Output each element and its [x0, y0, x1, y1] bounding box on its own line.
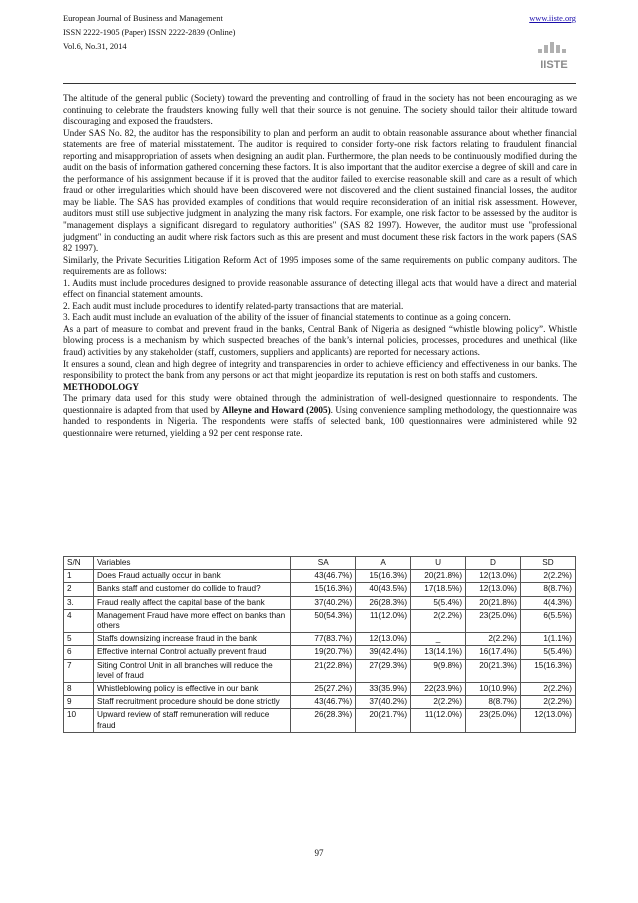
cell-d: 20(21.8%): [466, 596, 521, 609]
cell-a: 26(28.3%): [356, 596, 411, 609]
cell-sa: 43(46.7%): [291, 570, 356, 583]
cell-u: 5(5.4%): [411, 596, 466, 609]
journal-volume: Vol.6, No.31, 2014: [63, 42, 127, 51]
cell-sa: 37(40.2%): [291, 596, 356, 609]
survey-results-table: [63, 556, 576, 733]
journal-issn: ISSN 2222-1905 (Paper) ISSN 2222-2839 (Online): [63, 28, 236, 37]
cell-variable: Whistleblowing policy is effective in our bank: [93, 683, 290, 696]
table-row: [64, 583, 576, 596]
col-header-sn: S/N: [64, 557, 94, 570]
cell-sd: 8(8.7%): [520, 583, 575, 596]
cell-a: 39(42.4%): [356, 646, 411, 659]
cell-d: 2(2.2%): [466, 633, 521, 646]
cell-u: 22(23.9%): [411, 683, 466, 696]
table-row: [64, 633, 576, 646]
cell-variable: Upward review of staff remuneration will reduce fraud: [93, 709, 290, 732]
col-header-variables: Variables: [93, 557, 290, 570]
cell-u: 20(21.8%): [411, 570, 466, 583]
cell-sa: 19(20.7%): [291, 646, 356, 659]
cell-d: 23(25.0%): [466, 609, 521, 632]
table-row: [64, 596, 576, 609]
article-body: [63, 93, 577, 439]
cell-variable: Fraud really affect the capital base of the bank: [93, 596, 290, 609]
cell-d: 16(17.4%): [466, 646, 521, 659]
cell-variable: Staffs downsizing increase fraud in the bank: [93, 633, 290, 646]
cell-variable: Management Fraud have more effect on banks than others: [93, 609, 290, 632]
cell-sd: 2(2.2%): [520, 570, 575, 583]
paragraph-sas82: Under SAS No. 82, the auditor has the responsibility to plan and perform an audit to obtain reasonable assurance about whether financial statements are free of material misstatement. The auditor is required to consider forty-one risk factors relating to fraudulent financial reporting and misappropriation of assets when designing an audit plan. Furthermore, the plan needs to be continuously modified during the audit on the basis of information gathered concerning these factors. It is also important that the auditor exercise a degree of skill and care in the performance of his assignment because if it is proved that the auditor failed to exercise reasonable skill and care as a result of which fraud or other irregularities which should have been discovered were not discovered and the client sustained financial losses, the auditor may be liable. The SAS has provided examples of conditions that would require reconsideration of an initial risk assessment. However, auditors must still use subjective judgment in analyzing the many risk factors. For example, one risk factor to be assessed by the auditor is "management displays a significant disregard to regulatory authorities" (SAS 82 1997). However, the auditor must use "professional judgment" in conducting an audit where risk factors such as this are present and must document these risk factors in the work papers (SAS 82 1997).: [63, 127, 577, 254]
cell-d: 20(21.3%): [466, 659, 521, 682]
journal-name: European Journal of Business and Management: [63, 14, 223, 23]
cell-u: 13(14.1%): [411, 646, 466, 659]
paragraph-pslra: Similarly, the Private Securities Litigation Reform Act of 1995 imposes some of the same requirements on public company auditors. The requirements are as follows:: [63, 254, 577, 277]
paragraph-society: The altitude of the general public (Society) toward the preventing and controlling of fraud in the society has not been encouraging as we continuing to celebrate the fraudsters knowing fully well that their source is not genuine. The society should tailor their altitude toward discouraging and exposed the fraudsters.: [63, 93, 577, 127]
cell-sd: 2(2.2%): [520, 683, 575, 696]
requirement-3: 3. Each audit must include an evaluation of the ability of the issuer of financial statements to continue as a going concern.: [63, 312, 511, 323]
cell-a: 15(16.3%): [356, 570, 411, 583]
cell-sa: 15(16.3%): [291, 583, 356, 596]
cell-sd: 4(4.3%): [520, 596, 575, 609]
cell-variable: Staff recruitment procedure should be done strictly: [93, 696, 290, 709]
cell-sn: 6: [64, 646, 94, 659]
cell-a: 11(12.0%): [356, 609, 411, 632]
table-row: [64, 659, 576, 682]
cell-d: 12(13.0%): [466, 570, 521, 583]
methodology-heading: METHODOLOGY: [63, 381, 140, 392]
cell-sn: 5: [64, 633, 94, 646]
citation: Alleyne and Howard (2005): [222, 404, 331, 415]
cell-sa: 50(54.3%): [291, 609, 356, 632]
cell-sd: 12(13.0%): [520, 709, 575, 732]
col-header-a: A: [356, 557, 411, 570]
cell-d: 12(13.0%): [466, 583, 521, 596]
cell-sa: 77(83.7%): [291, 633, 356, 646]
table-header-row: [64, 557, 576, 570]
cell-variable: Does Fraud actually occur in bank: [93, 570, 290, 583]
requirement-1: 1. Audits must include procedures designed to provide reasonable assurance of detecting illegal acts that would have a direct and material effect on financial statement amounts.: [63, 277, 577, 300]
cell-u: 2(2.2%): [411, 609, 466, 632]
cell-a: 37(40.2%): [356, 696, 411, 709]
cell-sn: 8: [64, 683, 94, 696]
cell-sa: 25(27.2%): [291, 683, 356, 696]
table-row: [64, 683, 576, 696]
paragraph-methodology: The primary data used for this study were obtained through the administration of well-designed questionnaire to respondents. The questionnaire is adapted from that used by Alleyne and Howard (2005). Using convenience sampling methodology, the questionnaire was handed to respondents in Nigeria. The respondents were staffs of selected bank, 100 questionnaires were administered while 92 questionnaire were returned, yielding a 92 per cent response rate.: [63, 393, 577, 438]
cell-sd: 5(5.4%): [520, 646, 575, 659]
logo-text: IISTE: [540, 59, 568, 71]
col-header-sa: SA: [291, 557, 356, 570]
cell-variable: Effective internal Control actually prevent fraud: [93, 646, 290, 659]
cell-sn: 4: [64, 609, 94, 632]
paragraph-integrity: It ensures a sound, clean and high degree of integrity and transparencies in order to achieve efficiency and effectiveness in our banks. The responsibility to protect the bank from any persons or act that might jeopardize its reputation is rest on both staffs and customers.: [63, 358, 577, 381]
journal-url-link[interactable]: www.iiste.org: [529, 14, 576, 23]
iiste-logo: [534, 39, 574, 73]
cell-sn: 3.: [64, 596, 94, 609]
journal-header: [63, 12, 576, 80]
cell-a: 20(21.7%): [356, 709, 411, 732]
cell-sa: 26(28.3%): [291, 709, 356, 732]
table-row: [64, 709, 576, 732]
cell-a: 40(43.5%): [356, 583, 411, 596]
header-divider: [63, 83, 576, 84]
cell-sd: 15(16.3%): [520, 659, 575, 682]
table-row: [64, 570, 576, 583]
cell-sn: 9: [64, 696, 94, 709]
col-header-u: U: [411, 557, 466, 570]
col-header-sd: SD: [520, 557, 575, 570]
cell-u: 2(2.2%): [411, 696, 466, 709]
table-row: [64, 646, 576, 659]
cell-sd: 1(1.1%): [520, 633, 575, 646]
cell-variable: Siting Control Unit in all branches will reduce the level of fraud: [93, 659, 290, 682]
cell-a: 33(35.9%): [356, 683, 411, 696]
cell-d: 8(8.7%): [466, 696, 521, 709]
cell-u: 11(12.0%): [411, 709, 466, 732]
cell-u: 17(18.5%): [411, 583, 466, 596]
cell-sn: 10: [64, 709, 94, 732]
table-row: [64, 696, 576, 709]
cell-a: 27(29.3%): [356, 659, 411, 682]
cell-sd: 6(5.5%): [520, 609, 575, 632]
requirement-2: 2. Each audit must include procedures to identify related-party transactions that are material.: [63, 300, 404, 311]
cell-sa: 21(22.8%): [291, 659, 356, 682]
cell-sd: 2(2.2%): [520, 696, 575, 709]
cell-u: 9(9.8%): [411, 659, 466, 682]
cell-sn: 2: [64, 583, 94, 596]
cell-variable: Banks staff and customer do collide to fraud?: [93, 583, 290, 596]
table-row: [64, 609, 576, 632]
cell-sn: 1: [64, 570, 94, 583]
cell-sn: 7: [64, 659, 94, 682]
cell-a: 12(13.0%): [356, 633, 411, 646]
page-number: 97: [314, 848, 324, 858]
paragraph-whistle-blowing: As a part of measure to combat and prevent fraud in the banks, Central Bank of Nigeria as designed “whistle blowing policy”. Whistle blowing process is a mechanism by which suspected breaches of the bank’s internal policies, processes, procedures and unethical (like fraud) activities by any stakeholder (staff, customers, suppliers and applicants) are reported for necessary actions.: [63, 323, 577, 358]
cell-u: _: [411, 633, 466, 646]
cell-sa: 43(46.7%): [291, 696, 356, 709]
cell-d: 23(25.0%): [466, 709, 521, 732]
col-header-d: D: [466, 557, 521, 570]
cell-d: 10(10.9%): [466, 683, 521, 696]
